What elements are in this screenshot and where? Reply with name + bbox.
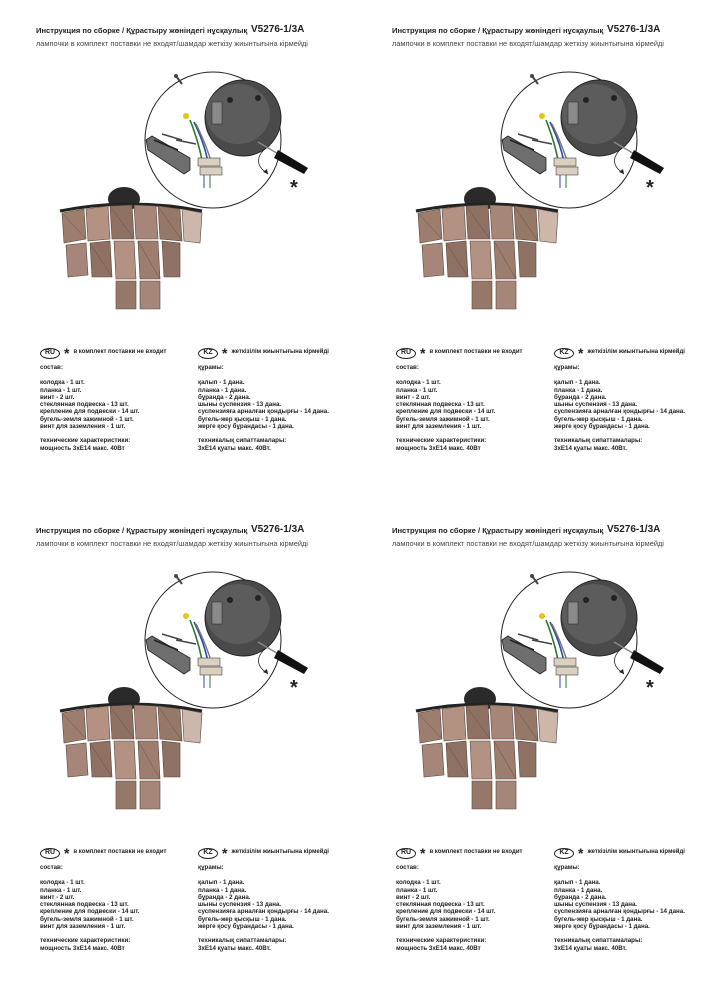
list-item: крепление для подвески - 14 шт. <box>40 408 140 416</box>
kz-language-badge: KZ <box>198 348 218 359</box>
ru-contents-label: состав: <box>396 864 419 871</box>
ru-specs-value: мощность 3хЕ14 макс. 40Вт <box>40 944 125 952</box>
list-item: жерге қосу бұрандасы - 1 дана. <box>554 923 650 931</box>
canopy-illustration <box>205 580 281 656</box>
not-included-star-icon: * <box>420 345 426 361</box>
ru-contents-label: состав: <box>40 364 63 371</box>
kz-contents-list <box>554 379 707 430</box>
list-item: бугель-земля зажимной - 1 шт. <box>396 915 490 923</box>
not-included-star-icon: * <box>64 845 70 861</box>
kz-specs-label: техникалық сипаттамалары: <box>198 437 287 445</box>
list-item: бұранда - 2 дана. <box>554 893 607 901</box>
kz-section <box>198 847 358 952</box>
instruction-sheet <box>376 22 707 512</box>
list-item: суспензияға арналған қондырғы - 14 дана. <box>198 908 329 916</box>
instruction-sheet <box>20 522 360 1000</box>
list-item: крепление для подвески - 14 шт. <box>396 408 496 416</box>
kz-not-included-note: жеткізілім жиынтығына кірмейді <box>231 849 329 856</box>
list-item: шыны суспензия - 13 дана. <box>198 401 282 409</box>
ru-not-included-note: в комплект поставки не входит <box>73 849 167 856</box>
not-included-star-icon: * <box>64 345 70 361</box>
list-item: винт - 2 шт. <box>396 393 431 401</box>
not-included-star-icon: * <box>578 845 584 861</box>
list-item: суспензияға арналған қондырғы - 14 дана. <box>198 408 329 416</box>
ru-specs-value: мощность 3хЕ14 макс. 40Вт <box>40 444 125 452</box>
kz-contents-label: құрамы: <box>554 364 580 371</box>
list-item: винт - 2 шт. <box>40 393 75 401</box>
canopy-illustration <box>205 80 281 156</box>
list-item: жерге қосу бұрандасы - 1 дана. <box>198 923 294 931</box>
ru-section <box>396 347 546 452</box>
list-item: бугель-земля зажимной - 1 шт. <box>40 415 134 423</box>
crystal-pendants-illustration <box>62 205 202 309</box>
kz-section <box>554 347 707 452</box>
kz-specs-value: 3хЕ14 қуаты макс. 40Вт. <box>198 944 271 952</box>
kz-contents-label: құрамы: <box>554 864 580 871</box>
list-item: суспензияға арналған қондырғы - 14 дана. <box>554 408 685 416</box>
list-item: колодка - 1 шт. <box>40 879 85 887</box>
ru-contents-list <box>40 379 190 430</box>
list-item: жерге қосу бұрандасы - 1 дана. <box>198 423 294 431</box>
instruction-title <box>392 24 707 36</box>
list-item: бұранда - 2 дана. <box>198 393 251 401</box>
instruction-title <box>36 24 356 36</box>
ru-contents-list <box>396 379 546 430</box>
kz-language-badge: KZ <box>198 848 218 859</box>
list-item: планка - 1 дана. <box>554 886 603 894</box>
ru-language-badge: RU <box>396 848 416 859</box>
kz-lang-row <box>198 847 358 859</box>
ru-lang-row <box>40 347 190 359</box>
header <box>392 24 707 48</box>
kz-not-included-note: жеткізілім жиынтығына кірмейді <box>231 349 329 356</box>
not-included-star: * <box>646 677 654 699</box>
ru-lang-row <box>40 847 190 859</box>
kz-contents-label: құрамы: <box>198 864 224 871</box>
kz-contents-list <box>198 879 358 930</box>
ru-not-included-note: в комплект поставки не входит <box>429 349 523 356</box>
list-item: бугель-жер қысқыш - 1 дана. <box>554 415 643 423</box>
bulbs-note: лампочки в комплект поставки не входят/шамдар жеткізу жиынтығына кірмейді <box>36 539 308 548</box>
list-item: крепление для подвески - 14 шт. <box>396 908 496 916</box>
title-text: Инструкция по сборке / Құрастыру жөніндегі нұсқаулық <box>36 26 248 35</box>
kz-language-badge: KZ <box>554 848 574 859</box>
kz-lang-row <box>554 347 707 359</box>
kz-specs-value: 3хЕ14 қуаты макс. 40Вт. <box>198 444 271 452</box>
instruction-title <box>36 524 356 536</box>
kz-not-included-note: жеткізілім жиынтығына кірмейді <box>587 849 685 856</box>
list-item: винт - 2 шт. <box>396 893 431 901</box>
list-item: колодка - 1 шт. <box>40 379 85 387</box>
title-text: Инструкция по сборке / Құрастыру жөніндегі нұсқаулық <box>392 26 604 35</box>
canopy-illustration <box>561 580 637 656</box>
list-item: крепление для подвески - 14 шт. <box>40 908 140 916</box>
not-included-star: * <box>646 177 654 199</box>
sconce-illustration <box>412 687 562 812</box>
ru-specs-label: технические характеристики: <box>396 437 487 445</box>
list-item: бугель-жер қысқыш - 1 дана. <box>198 915 287 923</box>
ru-contents-list <box>396 879 546 930</box>
list-item: винт - 2 шт. <box>40 893 75 901</box>
sconce-illustration <box>412 187 562 312</box>
title-text: Инструкция по сборке / Құрастыру жөніндегі нұсқаулық <box>392 526 604 535</box>
canopy-illustration <box>561 80 637 156</box>
crystal-pendants-illustration <box>62 705 202 809</box>
list-item: планка - 1 шт. <box>396 886 438 894</box>
list-item: шыны суспензия - 13 дана. <box>554 401 638 409</box>
list-item: планка - 1 шт. <box>396 386 438 394</box>
kz-contents-list <box>198 379 358 430</box>
list-item: шыны суспензия - 13 дана. <box>554 901 638 909</box>
kz-specs-label: техникалық сипаттамалары: <box>554 937 643 945</box>
header <box>36 24 356 48</box>
bulbs-note: лампочки в комплект поставки не входят/шамдар жеткізу жиынтығына кірмейді <box>392 39 664 48</box>
not-included-star: * <box>290 177 298 199</box>
ru-not-included-note: в комплект поставки не входит <box>73 349 167 356</box>
ru-language-badge: RU <box>396 348 416 359</box>
ru-specs-value: мощность 3хЕ14 макс. 40Вт <box>396 444 481 452</box>
kz-specs-label: техникалық сипаттамалары: <box>198 937 287 945</box>
sconce-illustration <box>56 187 206 312</box>
list-item: суспензияға арналған қондырғы - 14 дана. <box>554 908 685 916</box>
ru-specs-label: технические характеристики: <box>40 937 131 945</box>
not-included-star-icon: * <box>222 845 228 861</box>
list-item: планка - 1 шт. <box>40 386 82 394</box>
title-text: Инструкция по сборке / Құрастыру жөніндегі нұсқаулық <box>36 526 248 535</box>
list-item: колодка - 1 шт. <box>396 879 441 887</box>
list-item: қалып - 1 дана. <box>198 379 245 387</box>
not-included-star: * <box>290 677 298 699</box>
list-item: винт для заземления - 1 шт. <box>396 923 482 931</box>
list-item: шыны суспензия - 13 дана. <box>198 901 282 909</box>
kz-specs-value: 3хЕ14 қуаты макс. 40Вт. <box>554 944 627 952</box>
list-item: қалып - 1 дана. <box>198 879 245 887</box>
list-item: винт для заземления - 1 шт. <box>40 423 126 431</box>
instruction-title <box>392 524 707 536</box>
kz-contents-label: құрамы: <box>198 364 224 371</box>
list-item: колодка - 1 шт. <box>396 379 441 387</box>
not-included-star-icon: * <box>222 345 228 361</box>
ru-contents-label: состав: <box>396 364 419 371</box>
kz-not-included-note: жеткізілім жиынтығына кірмейді <box>587 349 685 356</box>
list-item: стеклянная подвеска - 13 шт. <box>40 901 129 909</box>
ru-section <box>396 847 546 952</box>
ru-language-badge: RU <box>40 848 60 859</box>
kz-lang-row <box>554 847 707 859</box>
header <box>392 524 707 548</box>
list-item: стеклянная подвеска - 13 шт. <box>40 401 129 409</box>
instruction-sheet <box>376 522 707 1000</box>
kz-lang-row <box>198 347 358 359</box>
model-number: V5276-1/3A <box>251 24 305 35</box>
kz-section <box>554 847 707 952</box>
ru-specs-value: мощность 3хЕ14 макс. 40Вт <box>396 944 481 952</box>
bulbs-note: лампочки в комплект поставки не входят/шамдар жеткізу жиынтығына кірмейді <box>392 539 664 548</box>
list-item: бугель-земля зажимной - 1 шт. <box>40 915 134 923</box>
list-item: жерге қосу бұрандасы - 1 дана. <box>554 423 650 431</box>
instruction-sheet <box>20 22 360 512</box>
kz-specs-value: 3хЕ14 қуаты макс. 40Вт. <box>554 444 627 452</box>
list-item: қалып - 1 дана. <box>554 879 601 887</box>
kz-specs-label: техникалық сипаттамалары: <box>554 437 643 445</box>
ru-section <box>40 847 190 952</box>
ru-language-badge: RU <box>40 348 60 359</box>
list-item: планка - 1 шт. <box>40 886 82 894</box>
list-item: бұранда - 2 дана. <box>198 893 251 901</box>
list-item: бугель-земля зажимной - 1 шт. <box>396 415 490 423</box>
list-item: бугель-жер қысқыш - 1 дана. <box>554 915 643 923</box>
ru-contents-label: состав: <box>40 864 63 871</box>
sconce-illustration <box>56 687 206 812</box>
not-included-star-icon: * <box>578 345 584 361</box>
list-item: планка - 1 дана. <box>554 386 603 394</box>
header <box>36 524 356 548</box>
bulbs-note: лампочки в комплект поставки не входят/шамдар жеткізу жиынтығына кірмейді <box>36 39 308 48</box>
kz-language-badge: KZ <box>554 348 574 359</box>
list-item: планка - 1 дана. <box>198 886 247 894</box>
kz-section <box>198 347 358 452</box>
list-item: стеклянная подвеска - 13 шт. <box>396 401 485 409</box>
list-item: винт для заземления - 1 шт. <box>396 423 482 431</box>
model-number: V5276-1/3A <box>607 24 661 35</box>
ru-lang-row <box>396 347 546 359</box>
model-number: V5276-1/3A <box>251 524 305 535</box>
list-item: бугель-жер қысқыш - 1 дана. <box>198 415 287 423</box>
ru-contents-list <box>40 879 190 930</box>
ru-specs-label: технические характеристики: <box>396 937 487 945</box>
list-item: бұранда - 2 дана. <box>554 393 607 401</box>
not-included-star-icon: * <box>420 845 426 861</box>
ru-section <box>40 347 190 452</box>
list-item: стеклянная подвеска - 13 шт. <box>396 901 485 909</box>
crystal-pendants-illustration <box>418 705 558 809</box>
list-item: қалып - 1 дана. <box>554 379 601 387</box>
list-item: планка - 1 дана. <box>198 386 247 394</box>
ru-not-included-note: в комплект поставки не входит <box>429 849 523 856</box>
kz-contents-list <box>554 879 707 930</box>
list-item: винт для заземления - 1 шт. <box>40 923 126 931</box>
ru-specs-label: технические характеристики: <box>40 437 131 445</box>
ru-lang-row <box>396 847 546 859</box>
crystal-pendants-illustration <box>418 205 558 309</box>
model-number: V5276-1/3A <box>607 524 661 535</box>
